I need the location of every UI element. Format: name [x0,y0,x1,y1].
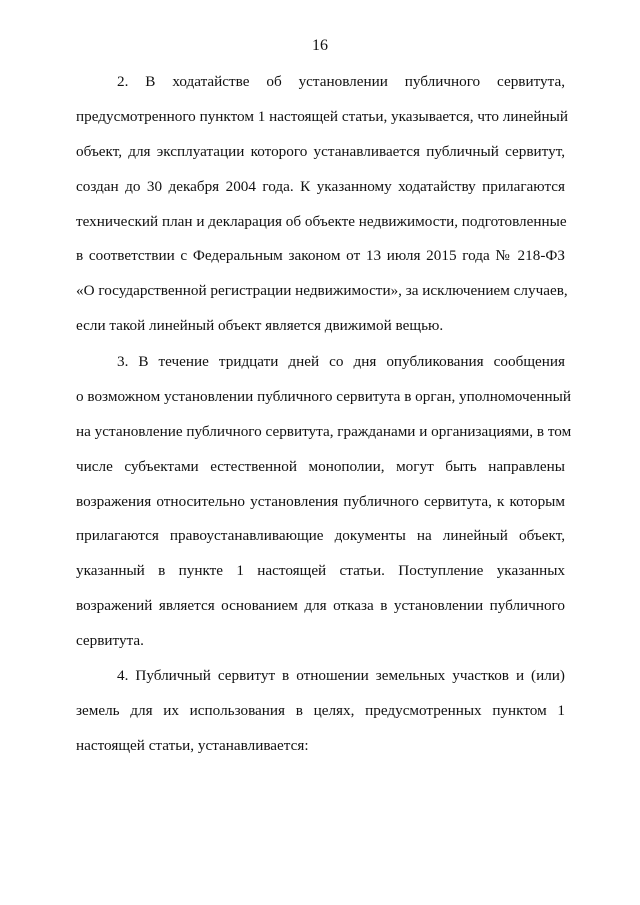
paragraph-3 [76,345,572,659]
text-line: на установление публичного сервитута, гражданами и организациями, в том [76,422,572,440]
text-line: «О государственной регистрации недвижимости», за исключением случаев, [76,282,568,300]
text-line: о возможном установлении публичного сервитута в орган, уполномоченный [76,387,571,405]
text-line: 4. Публичный сервитут в отношении земельных участков и (или) [117,667,565,684]
text-line: возражений является основанием для отказа в установлении публичного [76,597,565,615]
text-line: технический план и декларация об объекте недвижимости, подготовленные [76,212,567,230]
paragraph-4 [76,659,565,764]
text-line: создан до 30 декабря 2004 года. К указанному ходатайству прилагаются [76,177,565,195]
text-line: указанный в пункте 1 настоящей статьи. Поступление указанных [76,562,565,580]
text-line: настоящей статьи, устанавливается: [76,736,309,754]
text-line: если такой линейный объект является движимой вещью. [76,317,444,335]
page-number: 16 [312,37,328,54]
text-line: сервитута. [76,632,144,650]
text-line: возражения относительно установления публичного сервитута, к которым [76,492,565,510]
text-line: числе субъектами естественной монополии, могут быть направлены [76,457,565,475]
text-line: 2. В ходатайстве об установлении публичного сервитута, [117,73,565,90]
text-line: предусмотренного пунктом 1 настоящей статьи, указывается, что линейный [76,107,568,125]
text-line: прилагаются правоустанавливающие документы на линейный объект, [76,527,565,545]
text-line: в соответствии с Федеральным законом от 13 июля 2015 года № 218-ФЗ [76,247,565,265]
text-line: земель для их использования в целях, предусмотренных пунктом 1 [76,701,565,719]
text-line: 3. В течение тридцати дней со дня опубликования сообщения [117,353,565,370]
text-line: объект, для эксплуатации которого устанавливается публичный сервитут, [76,142,565,160]
paragraph-2 [76,65,568,344]
